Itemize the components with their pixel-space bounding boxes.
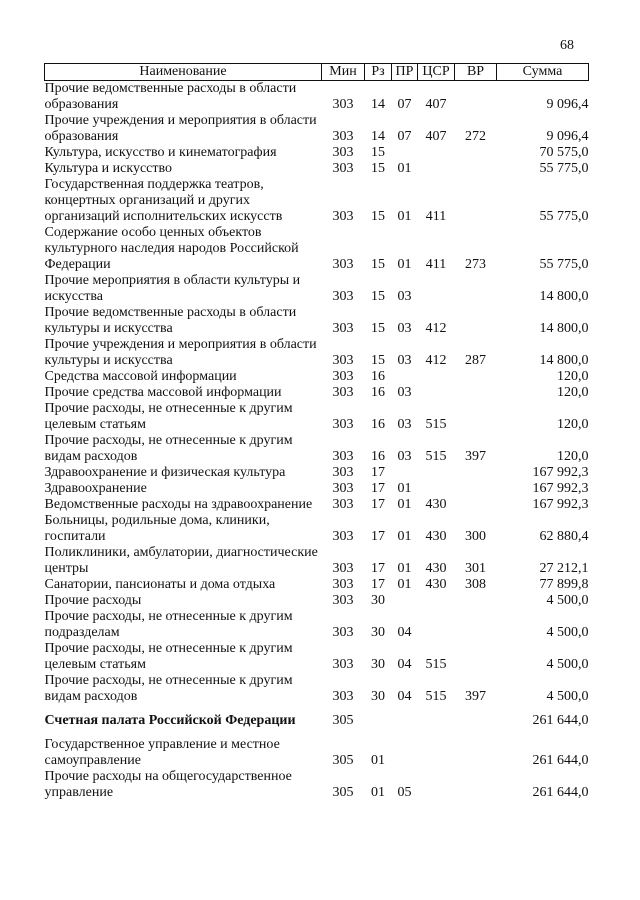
cell-pr: 01 <box>397 577 412 592</box>
cell-vr: 287 <box>465 353 486 368</box>
cell-min: 303 <box>332 257 354 272</box>
cell-name: Здравоохранение <box>44 481 147 496</box>
table-row <box>45 161 589 177</box>
cell-vr <box>455 385 497 401</box>
budget-table <box>44 63 589 801</box>
cell-csr <box>418 769 455 801</box>
table-row <box>45 177 589 225</box>
cell-csr: 430 <box>425 529 447 544</box>
cell-sum: 4 500,0 <box>546 657 589 672</box>
table-row <box>45 513 589 545</box>
cell-vr: 272 <box>465 129 486 144</box>
cell-pr: 01 <box>397 497 412 512</box>
cell-pr <box>392 145 418 161</box>
cell-vr <box>455 305 497 337</box>
table-row <box>45 497 589 513</box>
table-row <box>45 81 589 114</box>
cell-sum: 55 775,0 <box>539 209 589 224</box>
cell-pr: 03 <box>397 289 412 304</box>
cell-csr: 515 <box>425 657 447 672</box>
cell-csr <box>418 465 455 481</box>
table-row <box>45 273 589 305</box>
cell-vr <box>455 737 497 769</box>
table-row <box>45 145 589 161</box>
cell-csr: 412 <box>425 321 447 336</box>
header-pr: ПР <box>392 64 418 81</box>
header-vr: ВР <box>455 64 497 81</box>
cell-pr: 01 <box>397 481 412 496</box>
cell-sum: 9 096,4 <box>546 97 589 112</box>
cell-rz: 16 <box>371 417 385 432</box>
cell-sum: 4 500,0 <box>546 593 589 608</box>
cell-sum: 55 775,0 <box>539 257 589 272</box>
cell-name: Санатории, пансионаты и дома отдыха <box>44 577 276 592</box>
cell-vr: 273 <box>465 257 486 272</box>
cell-csr: 515 <box>425 449 447 464</box>
cell-csr <box>418 273 455 305</box>
cell-rz: 30 <box>371 593 385 608</box>
table-row <box>45 641 589 673</box>
cell-rz <box>365 713 392 729</box>
cell-sum: 120,0 <box>557 385 589 400</box>
table-row <box>45 673 589 705</box>
cell-rz: 01 <box>371 785 385 800</box>
cell-name: Содержание особо ценных объектов культурного наследия народов Российской Федерации <box>44 225 299 272</box>
cell-min: 303 <box>332 353 354 368</box>
cell-csr: 407 <box>425 129 447 144</box>
cell-sum: 120,0 <box>557 449 589 464</box>
cell-min: 303 <box>332 465 354 480</box>
cell-min: 303 <box>332 529 354 544</box>
cell-name: Культура, искусство и кинематография <box>44 145 277 160</box>
cell-sum: 77 899,8 <box>539 577 589 592</box>
cell-sum: 70 575,0 <box>539 145 589 160</box>
cell-min: 303 <box>332 369 354 384</box>
spacer-cell <box>45 705 589 713</box>
cell-sum: 4 500,0 <box>546 689 589 704</box>
cell-rz: 17 <box>371 561 385 576</box>
cell-rz: 17 <box>371 465 385 480</box>
table-row <box>45 369 589 385</box>
cell-csr: 411 <box>425 209 447 224</box>
header-rz: Рз <box>365 64 392 81</box>
table-row <box>45 465 589 481</box>
cell-vr <box>455 641 497 673</box>
cell-sum: 55 775,0 <box>539 161 589 176</box>
cell-vr: 397 <box>465 449 486 464</box>
cell-rz: 17 <box>371 529 385 544</box>
table-row <box>45 545 589 577</box>
cell-rz: 30 <box>371 689 385 704</box>
cell-name: Прочие расходы, не отнесенные к другим видам расходов <box>44 673 293 704</box>
cell-rz: 15 <box>371 289 385 304</box>
cell-rz: 15 <box>371 145 385 160</box>
cell-vr <box>455 161 497 177</box>
cell-min: 303 <box>332 289 354 304</box>
cell-sum: 167 992,3 <box>532 497 589 512</box>
cell-sum: 261 644,0 <box>532 785 589 800</box>
cell-sum: 167 992,3 <box>532 481 589 496</box>
header-min: Мин <box>322 64 365 81</box>
cell-csr <box>418 369 455 385</box>
cell-min: 303 <box>332 129 354 144</box>
cell-pr <box>392 737 418 769</box>
cell-min: 303 <box>332 577 354 592</box>
cell-rz: 14 <box>371 97 385 112</box>
cell-rz: 15 <box>371 209 385 224</box>
cell-vr <box>455 145 497 161</box>
cell-csr <box>418 713 455 729</box>
cell-name: Прочие учреждения и мероприятия в области образования <box>44 113 317 144</box>
cell-pr: 07 <box>397 97 412 112</box>
cell-sum: 14 800,0 <box>539 353 589 368</box>
cell-pr <box>392 713 418 729</box>
cell-name: Прочие расходы, не отнесенные к другим видам расходов <box>44 433 293 464</box>
cell-pr: 03 <box>397 385 412 400</box>
cell-name: Прочие учреждения и мероприятия в области культуры и искусства <box>44 337 317 368</box>
cell-name: Прочие расходы <box>44 593 142 608</box>
cell-min: 305 <box>332 785 354 800</box>
cell-vr: 308 <box>465 577 486 592</box>
cell-sum: 14 800,0 <box>539 289 589 304</box>
cell-rz: 17 <box>371 481 385 496</box>
cell-name: Прочие расходы на общегосударственное управление <box>44 769 292 800</box>
cell-vr: 301 <box>465 561 486 576</box>
cell-rz: 17 <box>371 577 385 592</box>
cell-csr <box>418 385 455 401</box>
cell-rz: 17 <box>371 497 385 512</box>
cell-rz: 01 <box>371 753 385 768</box>
cell-name: Государственная поддержка театров, концертных организаций и других организаций исполнительских искусств <box>44 177 283 224</box>
cell-name: Прочие ведомственные расходы в области образования <box>44 81 297 112</box>
cell-sum: 4 500,0 <box>546 625 589 640</box>
table-row <box>45 305 589 337</box>
page-number: 68 <box>560 38 574 53</box>
table-row <box>45 401 589 433</box>
cell-pr <box>392 465 418 481</box>
cell-pr <box>392 593 418 609</box>
cell-name: Средства массовой информации <box>44 369 237 384</box>
cell-min: 303 <box>332 321 354 336</box>
cell-min: 303 <box>332 449 354 464</box>
header-name: Наименование <box>45 64 322 81</box>
cell-rz: 15 <box>371 257 385 272</box>
cell-pr: 03 <box>397 449 412 464</box>
table-body <box>45 81 589 802</box>
cell-name: Прочие расходы, не отнесенные к другим целевым статьям <box>44 401 293 432</box>
cell-vr <box>455 481 497 497</box>
cell-csr: 430 <box>425 497 447 512</box>
cell-rz: 30 <box>371 625 385 640</box>
cell-rz: 15 <box>371 353 385 368</box>
cell-csr: 430 <box>425 577 447 592</box>
cell-rz: 30 <box>371 657 385 672</box>
cell-rz: 16 <box>371 385 385 400</box>
table-row <box>45 737 589 769</box>
cell-rz: 16 <box>371 369 385 384</box>
cell-vr <box>455 369 497 385</box>
table-row <box>45 481 589 497</box>
cell-csr: 515 <box>425 689 447 704</box>
cell-sum: 167 992,3 <box>532 465 589 480</box>
cell-min: 303 <box>332 625 354 640</box>
cell-vr <box>455 609 497 641</box>
cell-sum: 120,0 <box>557 369 589 384</box>
cell-pr: 01 <box>397 209 412 224</box>
cell-rz: 16 <box>371 449 385 464</box>
table-row <box>45 577 589 593</box>
table-row <box>45 337 589 369</box>
header-csr: ЦСР <box>418 64 455 81</box>
cell-pr: 01 <box>397 161 412 176</box>
cell-csr <box>418 737 455 769</box>
cell-min: 303 <box>332 561 354 576</box>
cell-min: 303 <box>332 161 354 176</box>
cell-name: Прочие ведомственные расходы в области культуры и искусства <box>44 305 297 336</box>
cell-csr <box>418 481 455 497</box>
cell-min: 303 <box>332 417 354 432</box>
cell-name: Счетная палата Российской Федерации <box>44 713 296 728</box>
cell-csr: 412 <box>425 353 447 368</box>
cell-csr: 430 <box>425 561 447 576</box>
cell-sum: 261 644,0 <box>532 753 589 768</box>
table-row <box>45 609 589 641</box>
cell-vr: 397 <box>465 689 486 704</box>
cell-name: Поликлиники, амбулатории, диагностические центры <box>44 545 318 576</box>
cell-min: 303 <box>332 593 354 608</box>
cell-sum: 14 800,0 <box>539 321 589 336</box>
cell-pr: 04 <box>397 625 412 640</box>
cell-name: Культура и искусство <box>44 161 173 176</box>
cell-min: 303 <box>332 657 354 672</box>
cell-vr <box>455 593 497 609</box>
cell-vr <box>455 713 497 729</box>
cell-pr: 04 <box>397 689 412 704</box>
table-row <box>45 433 589 465</box>
cell-rz: 15 <box>371 321 385 336</box>
cell-pr <box>392 369 418 385</box>
cell-csr <box>418 609 455 641</box>
table-row <box>45 385 589 401</box>
cell-vr <box>455 769 497 801</box>
cell-pr: 01 <box>397 257 412 272</box>
section-header-row <box>45 713 589 729</box>
table-row <box>45 593 589 609</box>
cell-name: Прочие расходы, не отнесенные к другим целевым статьям <box>44 641 293 672</box>
cell-csr: 411 <box>425 257 447 272</box>
cell-csr <box>418 593 455 609</box>
spacer-row <box>45 705 589 713</box>
cell-pr: 07 <box>397 129 412 144</box>
cell-sum: 62 880,4 <box>539 529 589 544</box>
cell-min: 303 <box>332 689 354 704</box>
cell-csr <box>418 145 455 161</box>
cell-rz: 15 <box>371 161 385 176</box>
cell-csr: 407 <box>425 97 447 112</box>
cell-min: 303 <box>332 209 354 224</box>
cell-name: Прочие мероприятия в области культуры и искусства <box>44 273 301 304</box>
cell-sum: 27 212,1 <box>539 561 589 576</box>
cell-csr <box>418 161 455 177</box>
cell-vr <box>455 273 497 305</box>
cell-min: 303 <box>332 385 354 400</box>
cell-name: Государственное управление и местное самоуправление <box>44 737 280 768</box>
cell-vr <box>455 401 497 433</box>
cell-pr: 01 <box>397 561 412 576</box>
cell-sum: 120,0 <box>557 417 589 432</box>
spacer-row <box>45 729 589 737</box>
cell-vr <box>455 465 497 481</box>
table-header <box>45 64 589 81</box>
cell-name: Здравоохранение и физическая культура <box>44 465 286 480</box>
cell-name: Больницы, родильные дома, клиники, госпитали <box>44 513 270 544</box>
cell-name: Прочие средства массовой информации <box>44 385 282 400</box>
cell-vr <box>455 177 497 225</box>
table-row <box>45 769 589 801</box>
cell-min: 303 <box>332 97 354 112</box>
cell-rz: 14 <box>371 129 385 144</box>
cell-sum: 261 644,0 <box>532 713 589 728</box>
table-row <box>45 225 589 273</box>
cell-vr <box>455 81 497 114</box>
table-row <box>45 113 589 145</box>
cell-pr: 05 <box>397 785 412 800</box>
cell-min: 303 <box>332 145 354 160</box>
cell-min: 303 <box>332 497 354 512</box>
cell-pr: 03 <box>397 353 412 368</box>
cell-sum: 9 096,4 <box>546 129 589 144</box>
cell-pr: 04 <box>397 657 412 672</box>
cell-pr: 03 <box>397 417 412 432</box>
cell-name: Ведомственные расходы на здравоохранение <box>44 497 313 512</box>
cell-min: 305 <box>332 753 354 768</box>
spacer-cell <box>45 729 589 737</box>
cell-vr: 300 <box>465 529 486 544</box>
cell-min: 305 <box>332 713 354 728</box>
cell-csr: 515 <box>425 417 447 432</box>
cell-min: 303 <box>332 481 354 496</box>
cell-pr: 01 <box>397 529 412 544</box>
cell-pr: 03 <box>397 321 412 336</box>
cell-vr <box>455 497 497 513</box>
header-sum: Сумма <box>497 64 589 81</box>
cell-name: Прочие расходы, не отнесенные к другим подразделам <box>44 609 293 640</box>
